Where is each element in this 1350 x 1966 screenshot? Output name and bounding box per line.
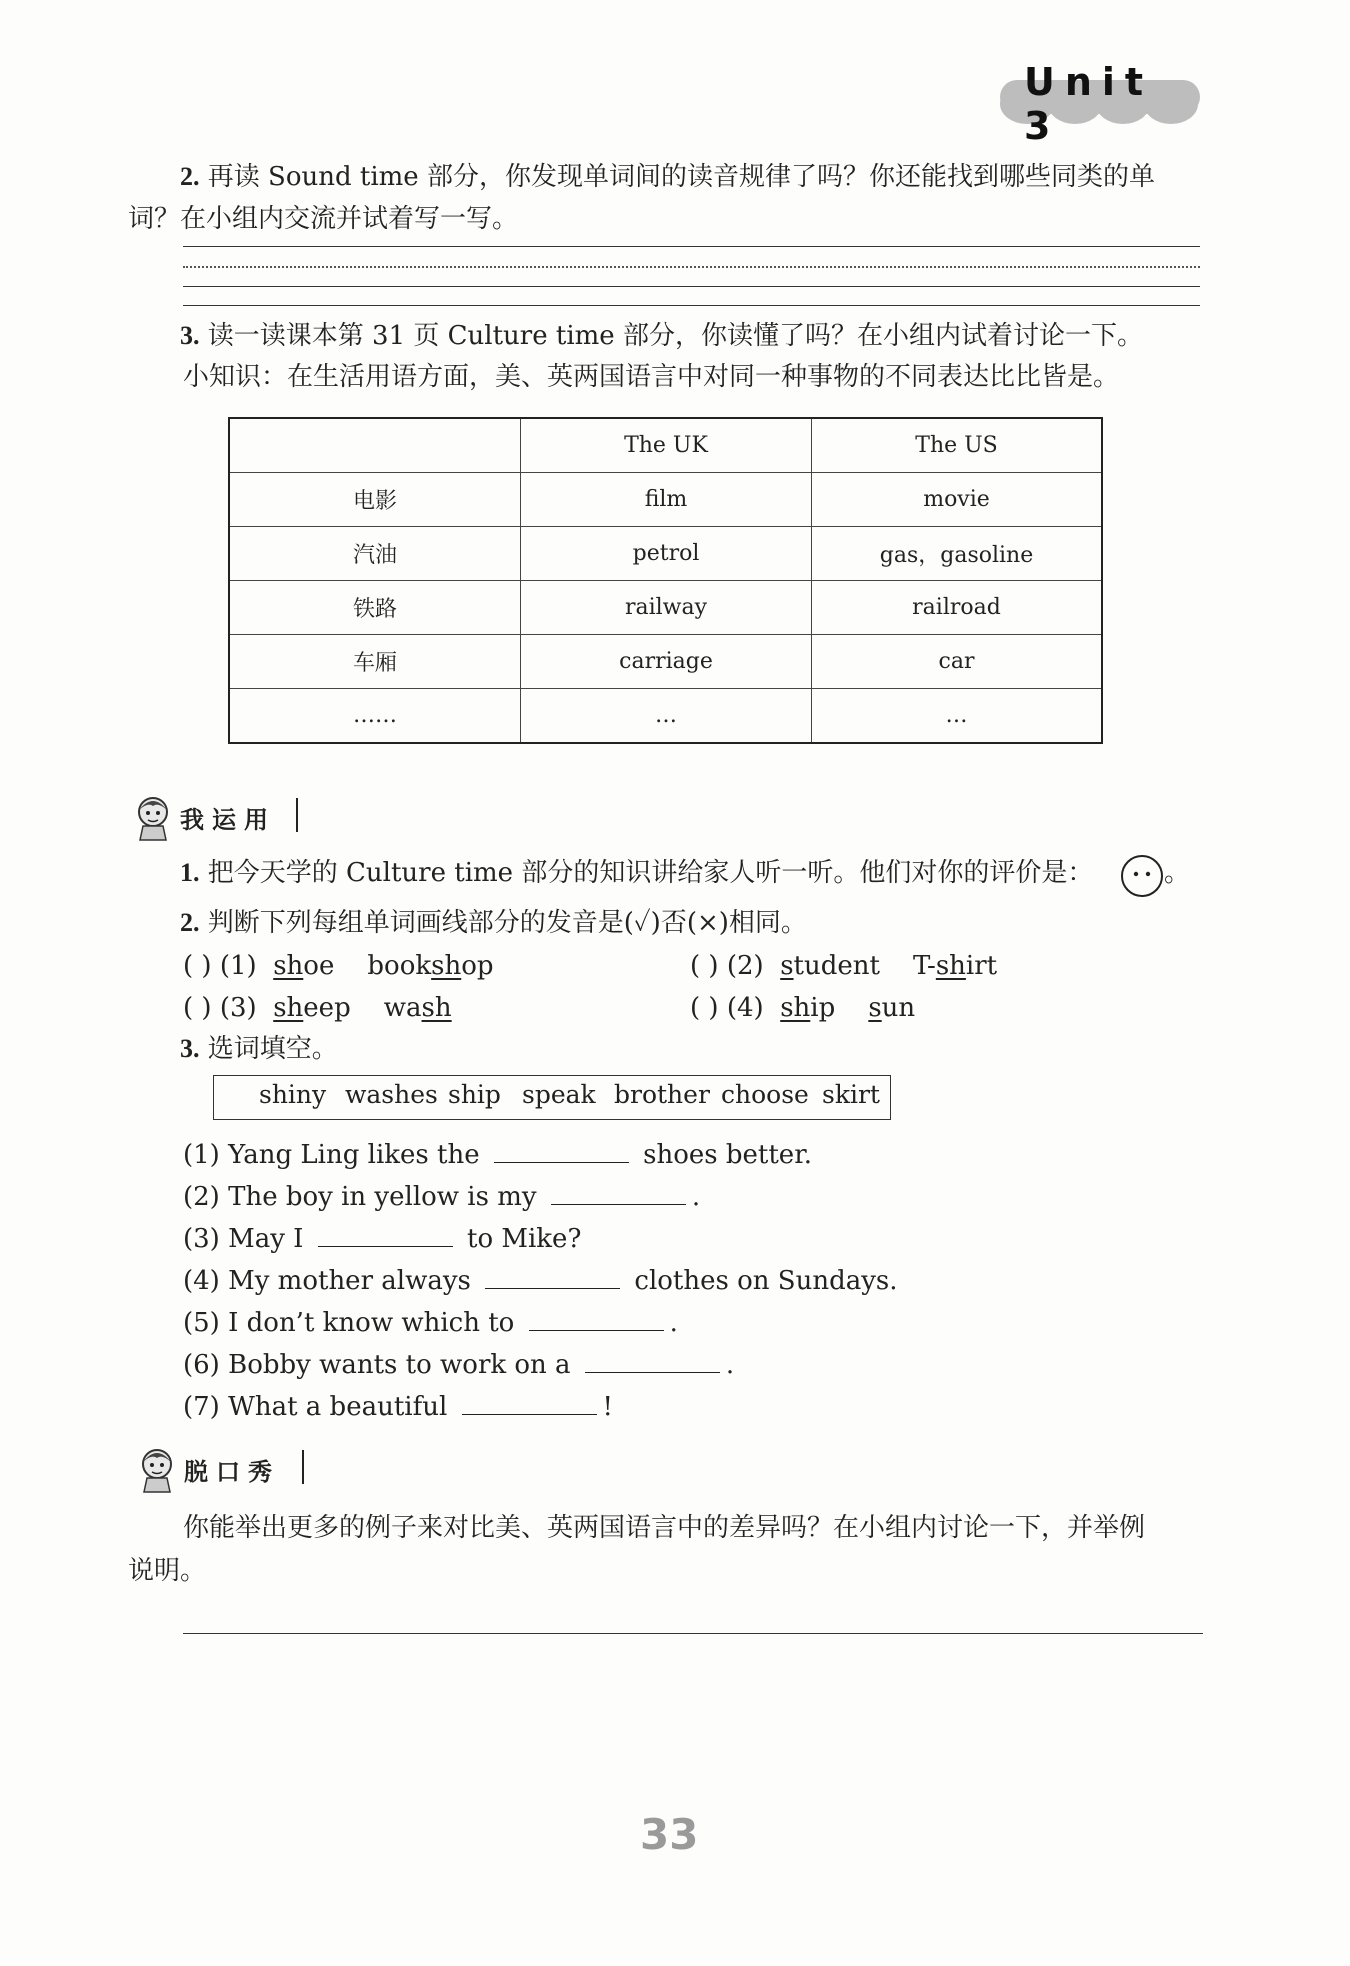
fill-item-1 [183, 1134, 812, 1174]
table-row [229, 527, 1102, 581]
word-bank-item: choose [721, 1080, 809, 1109]
use-q2 [180, 904, 807, 942]
section-header-use [128, 792, 308, 836]
fill-blank[interactable] [494, 1134, 629, 1163]
fill-blank[interactable] [529, 1302, 664, 1331]
table-row [229, 473, 1102, 527]
table-cell: …… [229, 689, 521, 744]
q3-tip: 小知识：在生活用语方面，美、英两国语言中对同一种事物的不同表达比比皆是。 [183, 362, 1120, 392]
word-bank-item: brother [614, 1080, 710, 1109]
judge-item-4 [690, 989, 915, 1027]
judge-id: (2) [726, 951, 764, 981]
judge-word2-pre: T- [913, 951, 936, 981]
fill-text-after: . [725, 1350, 735, 1380]
table-row [229, 689, 1102, 744]
judge-word-rest: eep [303, 993, 351, 1023]
unit-badge [1000, 60, 1200, 148]
fill-number: (6) [183, 1350, 220, 1380]
judge-word-underlined: sh [273, 951, 304, 981]
judge-id: (4) [726, 993, 764, 1023]
unit-title: Unit 3 [1024, 60, 1154, 148]
table-header-cell [229, 418, 521, 473]
table-cell: … [812, 689, 1103, 744]
girl-mascot-icon [132, 1444, 182, 1494]
fill-item-2 [183, 1176, 700, 1216]
use-q1-number: 1. [180, 858, 200, 887]
q2-number: 2. [180, 162, 200, 191]
fill-item-5 [183, 1302, 678, 1342]
fill-blank[interactable] [585, 1344, 720, 1373]
use-q2-text: 判断下列每组单词画线部分的发音是(✓)否(×)相同。 [207, 908, 807, 938]
answer-paren[interactable]: ( ) [690, 993, 719, 1023]
use-q3 [180, 1030, 338, 1068]
answer-paren[interactable]: ( ) [690, 951, 719, 981]
section-title-talk: 脱口秀 [184, 1458, 280, 1486]
fill-text-after: . [691, 1182, 701, 1212]
answer-line[interactable] [183, 305, 1200, 306]
q3-line1 [180, 317, 1143, 355]
fill-item-6 [183, 1344, 734, 1384]
word-bank-item: ship [448, 1080, 501, 1109]
judge-word-underlined: sh [273, 993, 304, 1023]
q2-line1 [180, 158, 1155, 196]
judge-item-3 [183, 989, 452, 1027]
judge-word2-post: un [881, 993, 916, 1023]
table-cell: gas，gasoline [812, 527, 1103, 581]
section-header-talk [132, 1444, 312, 1488]
fill-number: (7) [183, 1392, 220, 1422]
answer-line[interactable] [183, 286, 1200, 287]
answer-line-dotted[interactable] [183, 266, 1200, 268]
fill-text-before: Bobby wants to work on a [228, 1350, 571, 1380]
judge-word2-post: op [461, 951, 494, 981]
fill-blank[interactable] [318, 1218, 453, 1247]
fill-number: (2) [183, 1182, 220, 1212]
table-cell: … [521, 689, 812, 744]
use-q1-text: 把今天学的 Culture time 部分的知识讲给家人听一听。他们对你的评价是： [207, 858, 1094, 888]
answer-paren[interactable]: ( ) [183, 951, 212, 981]
fill-text-after: clothes on Sundays. [634, 1266, 898, 1296]
table-header-cell: The UK [521, 418, 812, 473]
judge-word-underlined: sh [780, 993, 811, 1023]
table-header-row [229, 418, 1102, 473]
table-cell: railway [521, 581, 812, 635]
smiley-face-icon [1121, 855, 1163, 897]
use-q1 [180, 854, 1093, 892]
word-bank-box [213, 1075, 891, 1120]
judge-word2-pre: book [367, 951, 432, 981]
table-cell: 铁路 [229, 581, 521, 635]
talk-text-2: 说明。 [128, 1556, 207, 1586]
table-row [229, 581, 1102, 635]
table-header-cell: The US [812, 418, 1103, 473]
fill-number: (4) [183, 1266, 220, 1296]
judge-word-rest: ip [810, 993, 836, 1023]
fill-blank[interactable] [462, 1386, 597, 1415]
judge-word2-underlined: sh [431, 951, 462, 981]
fill-number: (3) [183, 1224, 220, 1254]
fill-text-after: . [669, 1308, 678, 1338]
table-cell: 车厢 [229, 635, 521, 689]
table-cell: petrol [521, 527, 812, 581]
word-bank-item: speak [522, 1080, 596, 1109]
section-title-use: 我运用 [180, 806, 276, 834]
fill-text-before: My mother always [228, 1266, 471, 1296]
use-q3-text: 选词填空。 [207, 1034, 338, 1064]
judge-word-underlined: s [780, 951, 794, 981]
smiley-eyes-icon [1123, 857, 1161, 895]
q3-text: 读一读课本第 31 页 Culture time 部分，你读懂了吗？在小组内试着讨论一下。 [207, 321, 1143, 351]
answer-line[interactable] [183, 1633, 1203, 1634]
fill-text-after: to Mike? [467, 1224, 582, 1254]
fill-blank[interactable] [485, 1260, 620, 1289]
judge-word2-underlined: s [868, 993, 882, 1023]
girl-mascot-icon [128, 792, 178, 842]
table-cell: movie [812, 473, 1103, 527]
judge-item-2 [690, 947, 997, 985]
judge-word2-underlined: sh [935, 951, 966, 981]
fill-number: (5) [183, 1308, 220, 1338]
use-q1-end: 。 [1164, 858, 1191, 888]
judge-id: (1) [219, 951, 257, 981]
judge-id: (3) [219, 993, 257, 1023]
word-bank-item: skirt [822, 1080, 880, 1109]
page-number: 33 [640, 1810, 699, 1859]
word-bank-item: washes [345, 1080, 438, 1109]
q2-text-1: 再读 Sound time 部分，你发现单词间的读音规律了吗？你还能找到哪些同类的单 [207, 162, 1155, 192]
table-row [229, 635, 1102, 689]
judge-word2-post: irt [965, 951, 998, 981]
fill-text-before: May I [228, 1224, 304, 1254]
table-cell: 电影 [229, 473, 521, 527]
fill-text-before: Yang Ling likes the [228, 1140, 480, 1170]
judge-word2-pre: wa [383, 993, 422, 1023]
table-cell: car [812, 635, 1103, 689]
uk-us-table [228, 417, 1103, 744]
fill-text-before: The boy in yellow is my [228, 1182, 537, 1212]
table-cell: railroad [812, 581, 1103, 635]
judge-word-rest: oe [303, 951, 335, 981]
judge-word-rest: tudent [793, 951, 880, 981]
table-cell: carriage [521, 635, 812, 689]
fill-number: (1) [183, 1140, 220, 1170]
use-q2-number: 2. [180, 908, 200, 937]
table-cell: 汽油 [229, 527, 521, 581]
answer-line[interactable] [183, 246, 1200, 247]
answer-paren[interactable]: ( ) [183, 993, 212, 1023]
talk-text-1: 你能举出更多的例子来对比美、英两国语言中的差异吗？在小组内讨论一下，并举例 [183, 1513, 1146, 1543]
fill-text-before: What a beautiful [228, 1392, 448, 1422]
fill-item-7 [183, 1386, 613, 1426]
word-bank-item: shiny [259, 1080, 327, 1109]
q2-text-2: 词？在小组内交流并试着写一写。 [128, 204, 519, 234]
table-cell: film [521, 473, 812, 527]
fill-blank[interactable] [551, 1176, 686, 1205]
fill-text-after: ! [602, 1392, 613, 1422]
judge-item-1 [183, 947, 494, 985]
fill-text-after: shoes better. [643, 1140, 813, 1170]
fill-item-3 [183, 1218, 581, 1258]
judge-word2-underlined: sh [421, 993, 452, 1023]
fill-item-4 [183, 1260, 898, 1300]
section-divider [296, 798, 298, 832]
q3-number: 3. [180, 321, 200, 350]
use-q3-number: 3. [180, 1034, 200, 1063]
section-divider [302, 1450, 304, 1484]
fill-text-before: I don’t know which to [228, 1308, 515, 1338]
